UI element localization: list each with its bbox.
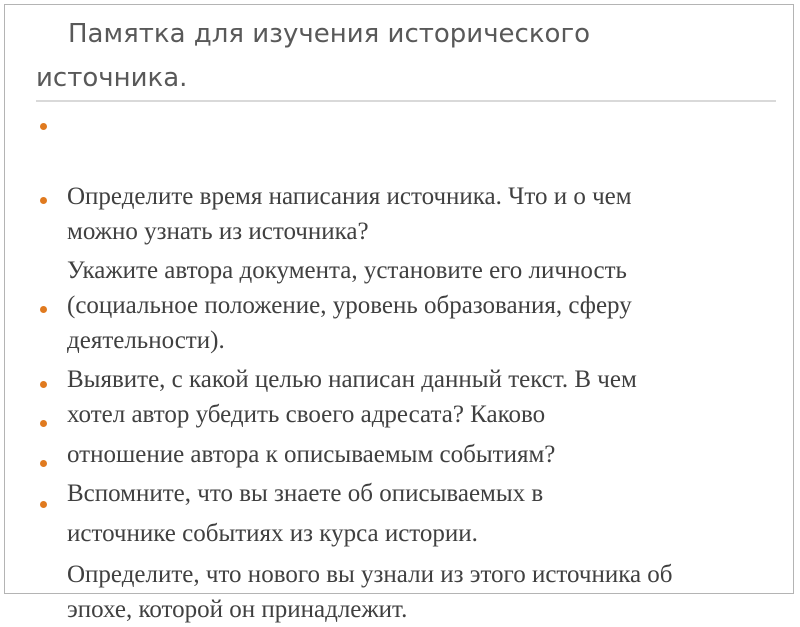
slide [4,4,794,623]
list-item-text: Укажите автора документа, установите его личность (социальное положение, уровень образования, сферу деятельности). [67,257,632,354]
bullet-dot-icon [40,197,47,204]
slide-title: Памятка для изучения исторического источника. [36,19,591,93]
list-item-text: источнике событиях из курса истории. [67,520,478,547]
bullet-dot-icon [40,420,47,427]
bullet-dot-icon [40,306,47,313]
bullet-dot-icon [40,501,47,508]
list-item-text: Вспомните, что вы знаете об описываемых в [67,480,544,507]
bullet-dot-icon [40,123,47,130]
list-item-text: Определите время написания источника. Что и о чем можно узнать из источника? [67,183,632,245]
title-divider [36,100,776,102]
list-item-text: отношение автора к описываемым событиям? [67,441,556,468]
list-item-text: Определите, что нового вы узнали из этого источника об эпохе, которой он принадлежит. [67,561,673,623]
bullet-dot-icon [40,381,47,388]
list-item [67,487,787,627]
list-item-text: Выявите, с какой целью написан данный текст. В чем хотел автор убедить своего адресата? Каково [67,366,637,428]
bullet-dot-icon [40,460,47,467]
